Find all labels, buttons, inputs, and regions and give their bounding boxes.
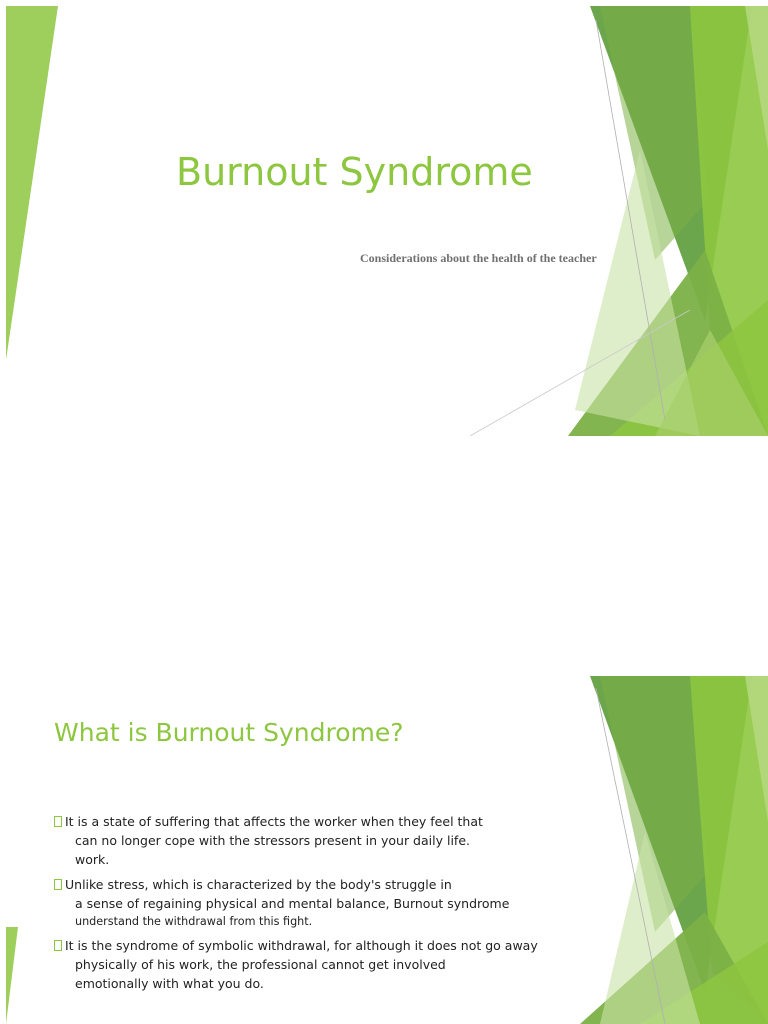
bullet-line: It is the syndrome of symbolic withdrawal, for although it does not go away — [54, 936, 594, 955]
bullet-line: work. — [75, 852, 110, 867]
bullet-line: understand the withdrawal from this fight. — [75, 915, 313, 928]
slide-title: Burnout Syndrome — [176, 150, 533, 194]
slide-subtitle: Considerations about the health of the teacher — [360, 251, 597, 265]
bullet-line: physically of his work, the professional cannot get involved — [75, 957, 446, 972]
bullet-list — [54, 812, 594, 999]
bullet-line: Unlike stress, which is characterized by the body's struggle in — [54, 875, 594, 894]
bullet-item — [54, 812, 594, 869]
square-bullet-icon — [54, 879, 62, 890]
bullet-item — [54, 875, 594, 930]
slide-title: What is Burnout Syndrome? — [54, 718, 404, 747]
content-slide — [0, 672, 768, 1024]
square-bullet-icon — [54, 816, 62, 827]
bullet-line: can no longer cope with the stressors present in your daily life. — [75, 833, 470, 848]
bullet-line: emotionally with what you do. — [75, 976, 264, 991]
bullet-line: a sense of regaining physical and mental balance, Burnout syndrome — [75, 896, 510, 911]
green-facet-decoration — [0, 0, 768, 436]
bullet-line: It is a state of suffering that affects the worker when they feel that — [54, 812, 594, 831]
bullet-item — [54, 936, 594, 993]
title-slide — [0, 0, 768, 436]
square-bullet-icon — [54, 940, 62, 951]
